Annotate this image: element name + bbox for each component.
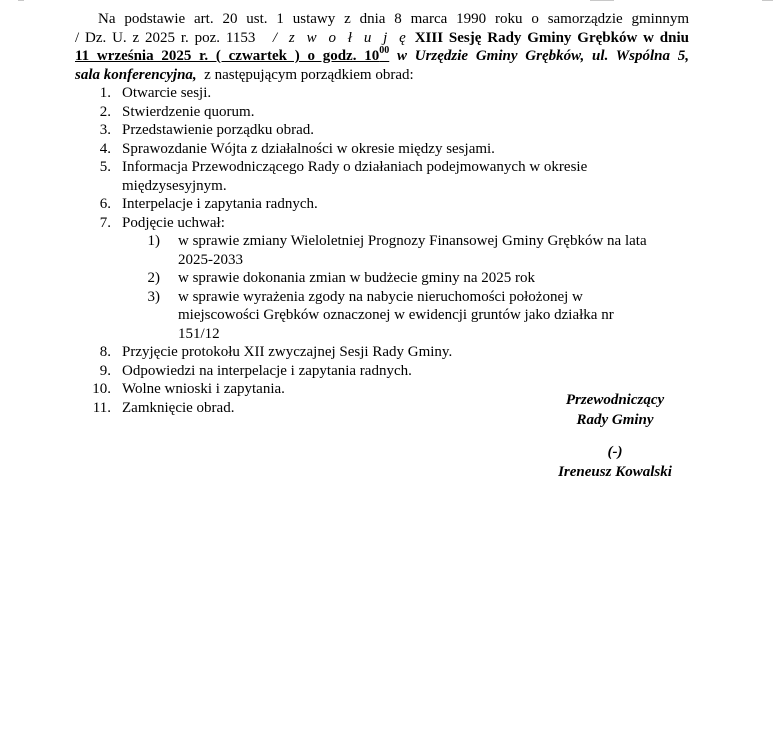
agenda-item-number: 9. [99,362,111,379]
signatory-name: Ireneusz Kowalski [558,464,672,480]
intro-line-4 [75,66,689,85]
intro-paragraph [75,10,689,84]
agenda-item-text: Przedstawienie porządku obrad. [122,122,315,138]
edge-mark [762,0,773,1]
agenda-item-text: Stwierdzenie quorum. [122,103,255,120]
agenda-item-number: 7. [99,214,111,231]
document-body [75,10,689,417]
intro-text: Na podstawie art. 20 ust. 1 ustawy z dnia 8 marca 1990 roku o samorządzie gminnym [98,11,689,27]
agenda-item [75,121,689,140]
resolution-text: w sprawie zmiany Wieloletniej Prognozy Finansowej Gminy Grębków na lata 2025-2033 [178,233,647,268]
agenda-item [75,158,689,195]
agenda-item-number: 11. [92,399,111,416]
agenda-item-text: Informacja Przewodniczącego Rady o działaniach podejmowanych w okresie międzysesyjnym. [122,159,588,194]
agenda-item-number: 6. [99,196,111,212]
page-top-edge [0,0,773,1]
resolution-item [75,269,689,288]
agenda-item-text: Zamknięcie obrad. [122,399,235,416]
edge-mark [590,0,614,1]
signature-title-body: Rady Gminy [576,412,654,428]
session-room: sala konferencyjna, [75,66,197,83]
agenda-item [75,84,689,103]
agenda-item-number: 8. [99,344,111,360]
agenda-item-text: Otwarcie sesji. [122,85,212,101]
session-date-text: 11 września 2025 r. ( czwartek ) o godz. 10 [75,48,380,64]
signature-mark: (-) [607,444,623,460]
agenda-item [75,343,689,362]
agenda-item-number: 3. [99,122,111,138]
agenda-item-text: Sprawozdanie Wójta z działalności w okresie między sesjami. [122,140,495,157]
agenda-item [75,362,689,381]
agenda-list [75,84,689,417]
resolution-item [75,288,689,344]
resolution-number: 3) [147,288,160,305]
agenda-item-text: Wolne wnioski i zapytania. [122,381,285,397]
agenda-item-number: 2. [99,103,111,120]
intro-line-3 [75,47,689,66]
agenda-item-text: Interpelacje i zapytania radnych. [122,196,318,212]
agenda-item [75,214,689,344]
session-name: XIII Sesję Rady Gminy Grębków w dniu [414,29,689,46]
agenda-item-number: 5. [99,159,111,175]
resolutions-list [75,232,689,343]
agenda-item-number: 10. [92,381,111,397]
session-time-minutes: 00 [379,45,390,56]
agenda-item-text: Podjęcie uchwał: [122,214,225,231]
agenda-item [75,103,689,122]
legal-reference: / Dz. U. z 2025 r. poz. 1153 [75,29,256,46]
intro-line-1 [75,10,689,29]
agenda-item [75,140,689,159]
agenda-intro: z następującym porządkiem obrad: [204,66,414,83]
resolution-text: w sprawie wyrażenia zgody na nabycie nieruchomości położonej w miejscowości Grębków oznaczonej w ewidencji gruntów jako działka nr 151/12 [178,288,614,342]
resolution-item [75,232,689,269]
agenda-item-number: 4. [99,140,111,157]
edge-mark [18,0,24,1]
agenda-item-text: Przyjęcie protokołu XII zwyczajnej Sesji Rady Gminy. [122,344,453,360]
signature-block [520,390,710,482]
resolution-number: 1) [147,233,160,249]
agenda-item-number: 1. [99,85,111,101]
resolution-text: w sprawie dokonania zmian w budżecie gminy na 2025 rok [178,270,535,286]
session-venue: w Urzędzie Gminy Grębków, ul. Wspólna 5, [397,48,690,64]
agenda-item-text: Odpowiedzi na interpelacje i zapytania radnych. [122,362,412,379]
signature-gap [520,430,710,442]
resolution-number: 2) [147,270,160,286]
signature-title: Przewodniczący [565,392,665,408]
convene-word: / z w o ł u j ę [272,29,409,46]
agenda-item [75,195,689,214]
session-date [75,45,390,64]
